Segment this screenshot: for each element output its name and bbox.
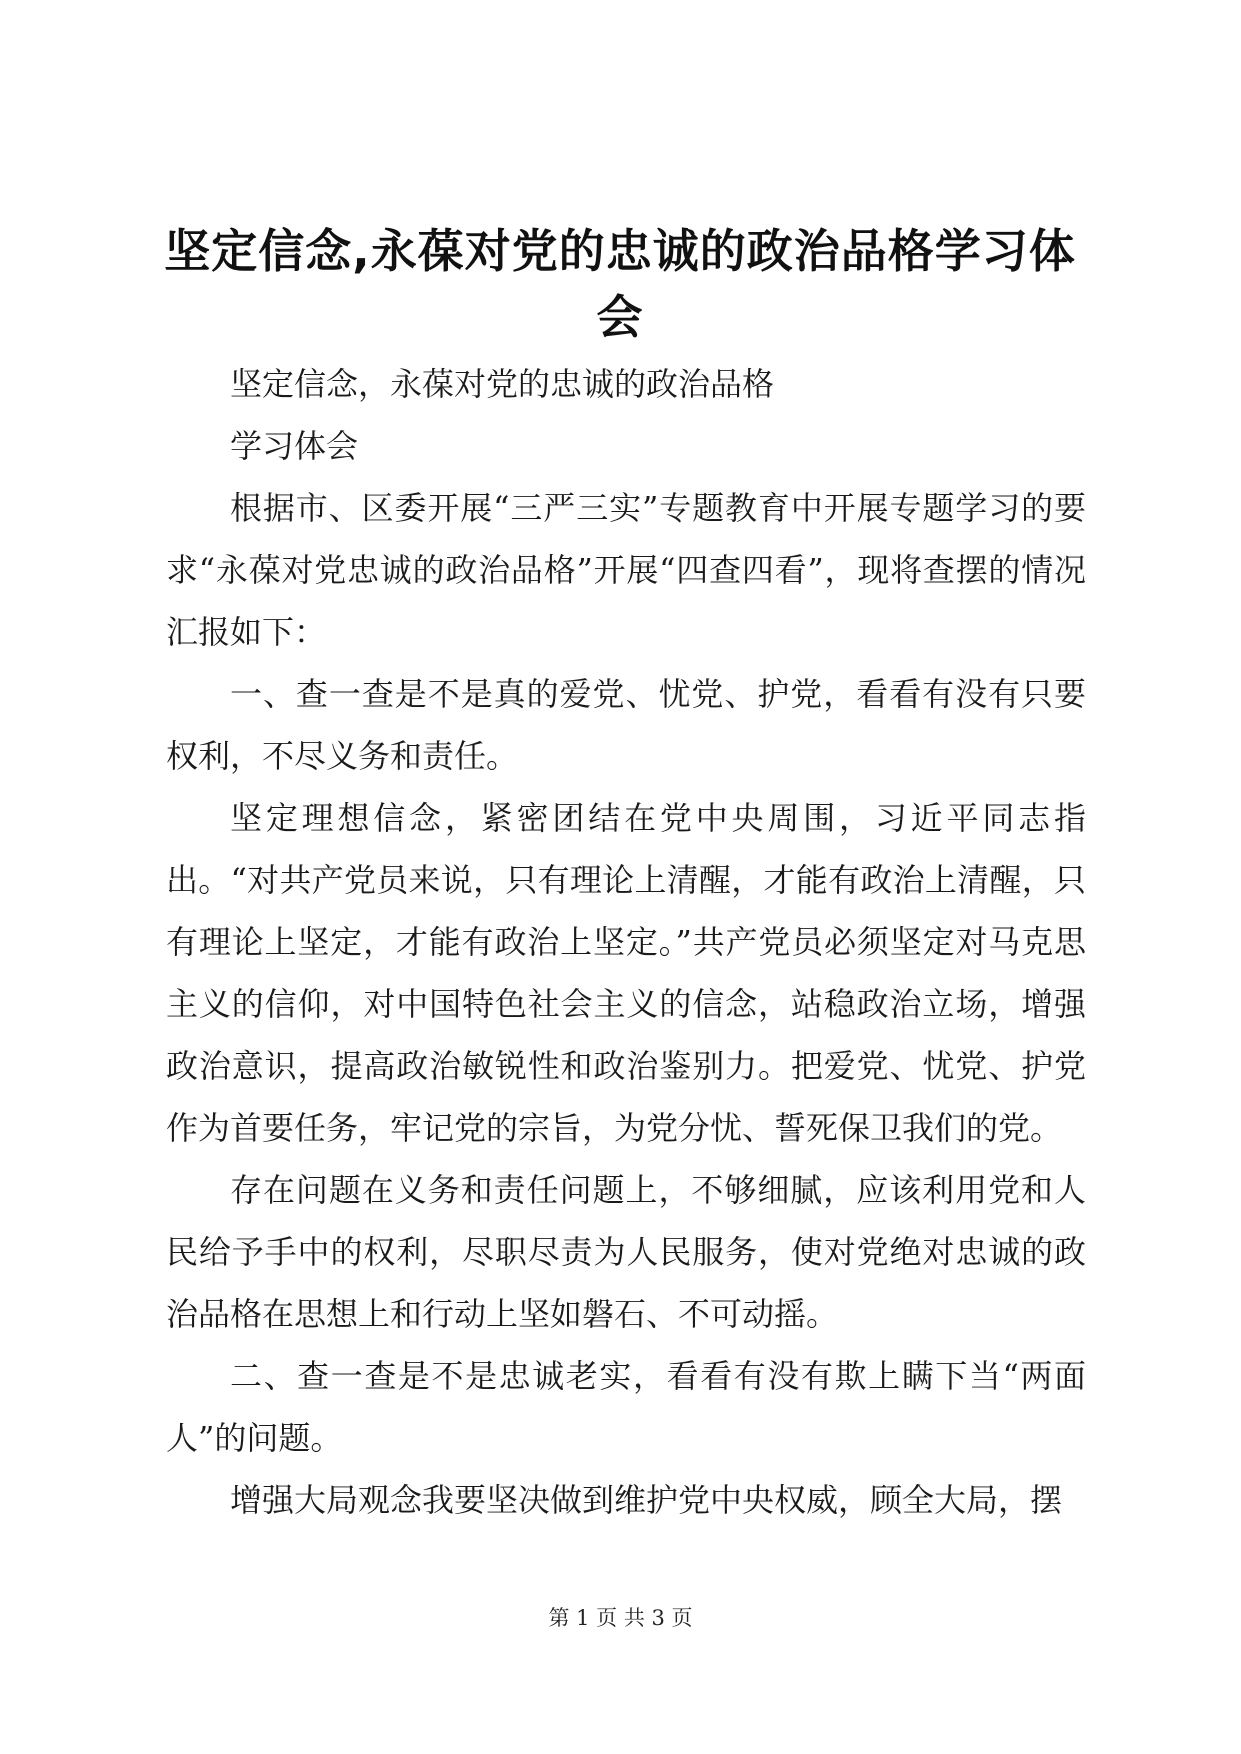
paragraph-subtitle-line-2: 学习体会	[230, 427, 359, 465]
page-number-footer: 第 1 页 共 3 页	[548, 1606, 693, 1630]
document-body	[166, 353, 1086, 1531]
paragraph-section-1-heading: 一、查一查是不是真的爱党、忧党、护党，看看有没有只要权利，不尽义务和责任。	[166, 675, 1086, 775]
paragraph-overall-view: 增强大局观念我要坚决做到维护党中央权威，顾全大局，摆	[230, 1481, 1063, 1519]
document-title: 坚定信念,永葆对党的忠诚的政治品格学习体会	[164, 224, 1076, 344]
paragraph-ideals-belief: 坚定理想信念，紧密团结在党中央周围，习近平同志指出。“对共产党员来说，只有理论上清醒，才能有政治上清醒，只有理论上坚定，才能有政治上坚定。”共产党员必须坚定对马克思主义的信仰，对中国特色社会主义的信念，站稳政治立场，增强政治意识，提高政治敏锐性和政治鉴别力。把爱党、忧党、护党作为首要任务，牢记党的宗旨，为党分忧、誓死保卫我们的党。	[166, 799, 1086, 1147]
paragraph-existing-problems: 存在问题在义务和责任问题上，不够细腻，应该利用党和人民给予手中的权利，尽职尽责为人民服务，使对党绝对忠诚的政治品格在思想上和行动上坚如磐石、不可动摇。	[166, 1171, 1086, 1333]
paragraph-section-2-heading: 二、查一查是不是忠诚老实，看看有没有欺上瞒下当“两面人”的问题。	[166, 1357, 1086, 1457]
paragraph-intro: 根据市、区委开展“三严三实”专题教育中开展专题学习的要求“永葆对党忠诚的政治品格”开展“四查四看”，现将查摆的情况汇报如下：	[166, 489, 1086, 651]
paragraph-subtitle-line-1: 坚定信念，永葆对党的忠诚的政治品格	[230, 365, 775, 403]
